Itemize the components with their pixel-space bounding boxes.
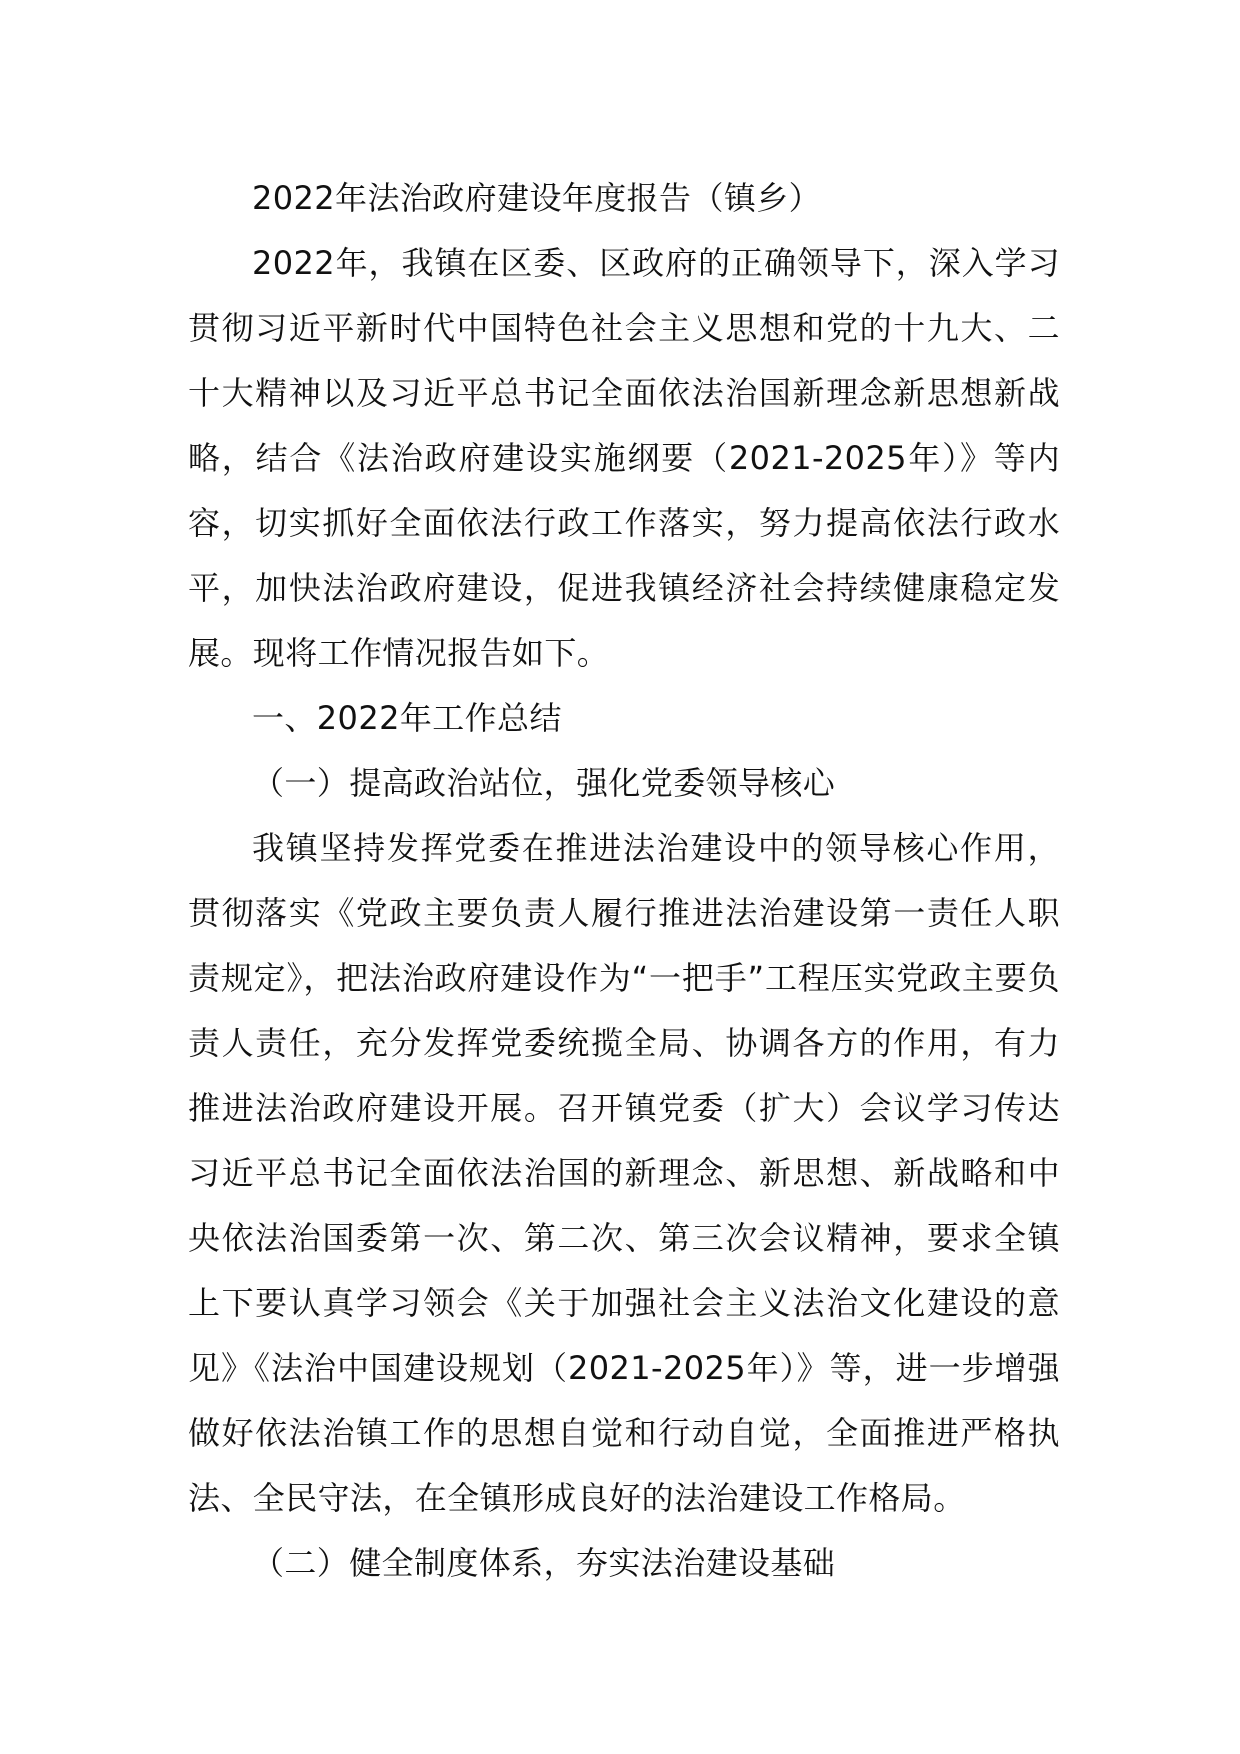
document-title: 2022年法治政府建设年度报告（镇乡） xyxy=(252,179,822,217)
subsection-heading-1: （一）提高政治站位，强化党委领导核心 xyxy=(252,764,836,802)
intro-paragraph: 2022年，我镇在区委、区政府的正确领导下，深入学习贯彻习近平新时代中国特色社会主义思想和党的十九大、二十大精神以及习近平总书记全面依法治国新理念新思想新战略，结合《法治政府建设实施纲要（2021-2025年）》等内容，切实抓好全面依法行政工作落实，努力提高依法行政水平，加快法治政府建设，促进我镇经济社会持续健康稳定发展。现将工作情况报告如下。 xyxy=(188,244,1060,672)
subsection-1-paragraph: 我镇坚持发挥党委在推进法治建设中的领导核心作用，贯彻落实《党政主要负责人履行推进法治建设第一责任人职责规定》，把法治政府建设作为“一把手”工程压实党政主要负责人责任，充分发挥党委统揽全局、协调各方的作用，有力推进法治政府建设开展。召开镇党委（扩大）会议学习传达习近平总书记全面依法治国的新理念、新思想、新战略和中央依法治国委第一次、第二次、第三次会议精神，要求全镇上下要认真学习领会《关于加强社会主义法治文化建设的意见》《法治中国建设规划（2021-2025年）》等，进一步增强做好依法治镇工作的思想自觉和行动自觉，全面推进严格执法、全民守法，在全镇形成良好的法治建设工作格局。 xyxy=(188,829,1060,1517)
subsection-heading-2: （二）健全制度体系，夯实法治建设基础 xyxy=(252,1544,836,1582)
section-heading-1: 一、2022年工作总结 xyxy=(252,699,562,737)
document-body xyxy=(188,166,1060,1596)
